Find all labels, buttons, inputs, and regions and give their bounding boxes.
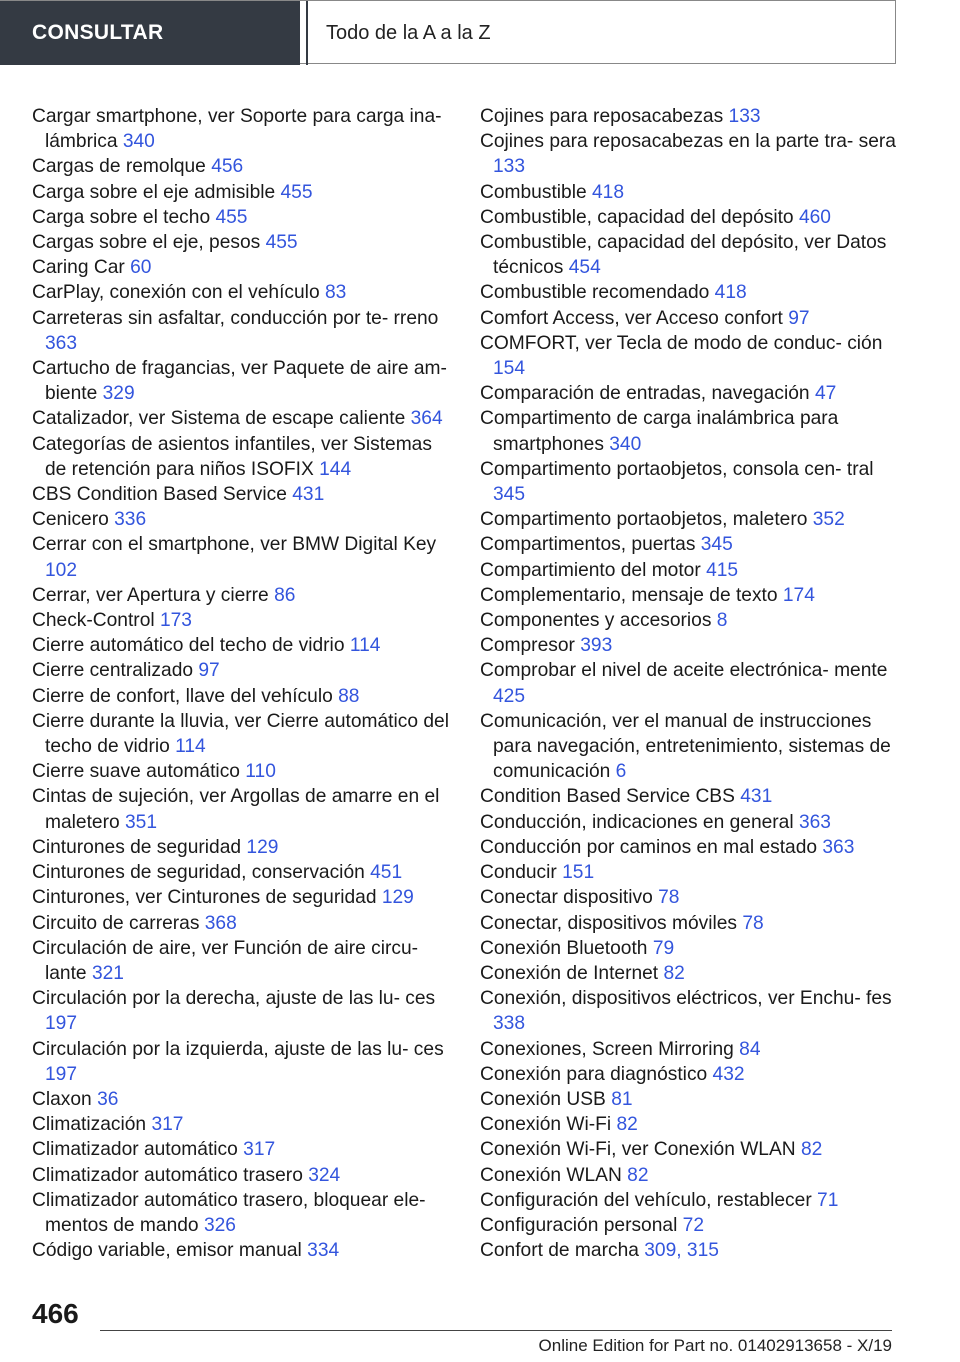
page-reference-link[interactable]: 324 (308, 1164, 341, 1186)
index-entry-term: Compartimento portaobjetos, maletero (480, 509, 813, 531)
index-entry-term: Conexión WLAN (480, 1164, 628, 1186)
index-entry-term: Combustible recomendado (480, 282, 715, 304)
index-entry (32, 104, 452, 154)
page-reference-link[interactable]: 79 (652, 937, 675, 959)
index-entry (32, 482, 452, 507)
index-entry-term: Conexión para diagnóstico (480, 1063, 713, 1085)
index-entry-term: Circuito de carreras (32, 912, 205, 934)
index-entry (480, 1062, 900, 1087)
index-entry-term: Comprobar el nivel de aceite electrónica- mente (480, 660, 888, 682)
index-entry-term: CarPlay, conexión con el vehículo (32, 282, 325, 304)
page-reference-link[interactable]: 110 (245, 761, 276, 783)
index-entry (32, 986, 452, 1036)
index-entry-term: Circulación por la derecha, ajuste de las lu- ces (32, 988, 436, 1010)
index-entry (32, 885, 452, 910)
index-entry-term: Climatizador automático trasero, bloquear ele- mentos de mando (32, 1189, 426, 1236)
index-entry (32, 154, 452, 179)
index-entry-term: Configuración del vehículo, restablecer (480, 1189, 818, 1211)
index-entry (32, 633, 452, 658)
index-entry (480, 1163, 900, 1188)
index-entry-term: COMFORT, ver Tecla de modo de conduc- ción (480, 332, 883, 354)
page-reference-link[interactable]: 418 (591, 181, 624, 203)
page-reference-link[interactable]: 309, 315 (644, 1240, 719, 1262)
index-entry-term: Carga sobre el techo (32, 206, 216, 228)
index-entry-term: Cierre durante la lluvia, ver Cierre automático del techo de vidrio (32, 710, 449, 758)
page-reference-link[interactable]: 329 (102, 383, 135, 405)
index-entry-term: Conexiones, Screen Mirroring (480, 1038, 740, 1060)
index-entry (32, 1188, 452, 1238)
index-entry (32, 230, 452, 255)
index-entry-term: Conexión Bluetooth (480, 937, 653, 959)
index-entry-term: Cenicero (32, 509, 115, 531)
index-entry-term: Cargas de remolque (32, 156, 212, 178)
index-entry-term: Cerrar, ver Apertura y cierre (32, 584, 275, 606)
index-entry (480, 709, 900, 785)
page-reference-link[interactable]: 173 (159, 610, 192, 632)
page-number: 466 (32, 1298, 79, 1329)
page-reference-link[interactable]: 326 (203, 1214, 236, 1236)
index-entry-term: Carreteras sin asfaltar, conducción por te- rreno (32, 307, 439, 329)
index-entry (32, 280, 452, 305)
index-entry-term: Comfort Access, ver Acceso confort (480, 307, 789, 329)
index-entry (480, 1037, 900, 1062)
index-entry-term: Catalizador, ver Sistema de escape caliente (32, 408, 411, 430)
index-entry (32, 1112, 452, 1137)
page-reference-link[interactable]: 345 (493, 484, 526, 506)
index-entry (32, 432, 452, 482)
index-entry (32, 1137, 452, 1162)
index-entry-term: Compresor (480, 635, 581, 657)
index-entry-term: Complementario, mensaje de texto (480, 584, 783, 606)
index-entry-term: Comunicación, ver el manual de instrucciones para navegación, entretenimiento, sistemas de comunicación (480, 710, 891, 783)
index-entry-term: Conducción por caminos en mal estado (480, 836, 823, 858)
index-entry (480, 810, 900, 835)
index-entry (480, 608, 900, 633)
index-entry-term: Categorías de asientos infantiles, ver Sistemas de retención para niños ISOFIX (32, 433, 432, 480)
index-entry-term: Conducir (480, 862, 563, 884)
page-reference-link[interactable]: 8 (716, 610, 728, 632)
page-reference-link[interactable]: 36 (97, 1088, 119, 1110)
index-entry-term: Cojines para reposacabezas en la parte tra- sera (480, 131, 896, 153)
index-entry (32, 911, 452, 936)
page-reference-link[interactable]: 363 (822, 836, 855, 858)
index-column-right (480, 104, 900, 1263)
page-reference-link[interactable]: 47 (814, 383, 837, 405)
page-reference-link[interactable]: 317 (243, 1139, 276, 1161)
header-divider (306, 1, 308, 65)
page-reference-link[interactable]: 133 (728, 106, 761, 127)
index-entry (480, 860, 900, 885)
page-reference-link[interactable]: 129 (246, 836, 279, 858)
index-entry (32, 1163, 452, 1188)
page-reference-link[interactable]: 82 (800, 1139, 823, 1161)
index-entry-term: Claxon (32, 1088, 98, 1110)
index-entry-term: Cinturones, ver Cinturones de seguridad (32, 887, 382, 909)
index-entry (32, 507, 452, 532)
index-entry-term: Conducción, indicaciones en general (480, 811, 799, 833)
index-entry (32, 583, 452, 608)
index-entry-term: Cargas sobre el eje, pesos (32, 232, 266, 254)
page-reference-link[interactable]: 432 (712, 1063, 745, 1085)
page-reference-link[interactable]: 352 (812, 509, 845, 531)
page-reference-link[interactable]: 174 (782, 584, 815, 606)
index-entry-term: Confort de marcha (480, 1240, 645, 1262)
page-reference-link[interactable]: 368 (204, 912, 237, 934)
page-reference-link[interactable]: 86 (274, 584, 296, 606)
index-entry (32, 1238, 452, 1263)
index-entry-term: Conexión USB (480, 1088, 612, 1110)
index-entry-term: Comparación de entradas, navegación (480, 383, 815, 405)
index-entry-term: Climatizador automático (32, 1139, 244, 1161)
index-entry (480, 331, 900, 381)
index-entry (480, 180, 900, 205)
index-entry-term: Conectar dispositivo (480, 887, 659, 909)
index-entry (480, 1188, 900, 1213)
page-reference-link[interactable]: 82 (663, 962, 685, 984)
page-reference-link[interactable]: 197 (45, 1063, 78, 1085)
index-entry-term: Cinturones de seguridad, conservación (32, 862, 371, 884)
index-entry (32, 1087, 452, 1112)
index-entry (480, 457, 900, 507)
page-reference-link[interactable]: 114 (349, 635, 381, 657)
page-reference-link[interactable]: 83 (324, 282, 347, 304)
index-entry (480, 583, 900, 608)
index-entry-term: Cierre centralizado (32, 660, 199, 682)
index-entry-term: Conexión de Internet (480, 962, 664, 984)
index-entry (480, 205, 900, 230)
page-reference-link[interactable]: 317 (151, 1114, 184, 1136)
index-entry (32, 835, 452, 860)
index-entry (480, 1137, 900, 1162)
index-entry (480, 381, 900, 406)
index-entry (32, 356, 452, 406)
header-title: Todo de la A a la Z (326, 22, 491, 44)
index-entry (480, 1112, 900, 1137)
index-entry (480, 658, 900, 708)
index-entry (480, 306, 900, 331)
index-entry (480, 507, 900, 532)
page-reference-link[interactable]: 363 (45, 332, 78, 354)
index-entry-term: Configuración personal (480, 1214, 683, 1236)
page-reference-link[interactable]: 456 (211, 156, 244, 178)
index-entry (32, 1037, 452, 1087)
page-reference-link[interactable]: 154 (493, 358, 526, 380)
page-header (0, 0, 896, 64)
page-reference-link[interactable]: 363 (798, 811, 831, 833)
edition-footer: Online Edition for Part no. 01402913658 - X/19 (538, 1336, 892, 1355)
index-entry-term: Cierre suave automático (32, 761, 246, 783)
index-entry (32, 306, 452, 356)
page-reference-link[interactable]: 364 (410, 408, 443, 430)
page-reference-link[interactable]: 393 (580, 635, 613, 657)
index-entry (32, 759, 452, 784)
page-reference-link[interactable]: 82 (627, 1164, 649, 1186)
page-reference-link[interactable]: 114 (175, 736, 206, 758)
page-reference-link[interactable]: 455 (215, 206, 248, 228)
index-entry-term: Carga sobre el eje admisible (32, 181, 281, 203)
index-entry-term: Conexión Wi-Fi (480, 1114, 617, 1136)
page-reference-link[interactable]: 334 (307, 1240, 340, 1262)
index-entry-term: Cargar smartphone, ver Soporte para carga ina- lámbrica (32, 106, 442, 153)
page-reference-link[interactable]: 84 (739, 1038, 761, 1060)
page-reference-link[interactable]: 88 (338, 685, 360, 707)
page-reference-link[interactable]: 82 (616, 1114, 638, 1136)
index-column-left (32, 104, 452, 1263)
index-entry (480, 104, 900, 129)
page-reference-link[interactable]: 102 (45, 559, 78, 581)
index-entry-term: Climatización (32, 1114, 152, 1136)
index-entry (32, 936, 452, 986)
index-entry (480, 1238, 900, 1263)
page-reference-link[interactable]: 338 (493, 1013, 526, 1035)
index-entry-term: Conexión Wi-Fi, ver Conexión WLAN (480, 1139, 801, 1161)
index-entry (32, 784, 452, 834)
index-entry (32, 255, 452, 280)
page-reference-link[interactable]: 460 (798, 206, 831, 228)
index-entry (480, 532, 900, 557)
index-entry-term: Combustible, capacidad del depósito, ver Datos técnicos (480, 232, 887, 279)
page-reference-link[interactable]: 431 (292, 484, 325, 506)
index-entry (480, 406, 900, 456)
footer-rule (100, 1330, 892, 1331)
index-entry-term: Cierre de confort, llave del vehículo (32, 685, 339, 707)
index-entry-term: Conexión, dispositivos eléctricos, ver Enchu- fes (480, 988, 892, 1010)
page-reference-link[interactable]: 144 (319, 458, 352, 480)
index-entry (480, 558, 900, 583)
page-reference-link[interactable]: 60 (130, 257, 152, 279)
index-entry-term: Conectar, dispositivos móviles (480, 912, 743, 934)
index-entry (32, 658, 452, 683)
index-entry (32, 532, 452, 582)
page-reference-link[interactable]: 151 (562, 862, 595, 884)
index-entry-term: Combustible (480, 181, 592, 203)
index-entry (480, 986, 900, 1036)
index-entry (32, 406, 452, 431)
index-entry-term: Combustible, capacidad del depósito (480, 206, 799, 228)
page-reference-link[interactable]: 455 (280, 181, 313, 203)
index-entry-term: Compartimento portaobjetos, consola cen- tral (480, 458, 874, 480)
index-entry-term: Compartimento de carga inalámbrica para smartphones (480, 408, 839, 455)
page-reference-link[interactable]: 425 (493, 685, 526, 707)
index-entry (32, 709, 452, 759)
index-entry-term: Cerrar con el smartphone, ver BMW Digital Key (32, 534, 437, 556)
index-entry (32, 684, 452, 709)
index-entry-term: Circulación por la izquierda, ajuste de las lu- ces (32, 1038, 444, 1060)
index-entry (480, 936, 900, 961)
index-entry-term: Climatizador automático trasero (32, 1164, 309, 1186)
index-entry-term: Caring Car (32, 257, 131, 279)
page-reference-link[interactable]: 415 (706, 559, 739, 581)
index-entry (32, 180, 452, 205)
page-reference-link[interactable]: 454 (568, 257, 601, 279)
index-entry (480, 835, 900, 860)
page-reference-link[interactable]: 97 (198, 660, 220, 682)
index-entry (480, 911, 900, 936)
index-entry (480, 230, 900, 280)
page-reference-link[interactable]: 78 (742, 912, 764, 934)
index-entry (480, 633, 900, 658)
page-reference-link[interactable]: 129 (381, 887, 414, 909)
page-reference-link[interactable]: 6 (615, 761, 627, 783)
page-reference-link[interactable]: 71 (817, 1189, 839, 1211)
index-entry-term: Código variable, emisor manual (32, 1240, 308, 1262)
index-entry (480, 1213, 900, 1238)
section-tab[interactable]: CONSULTAR (0, 1, 300, 65)
page-reference-link[interactable]: 197 (45, 1013, 78, 1035)
page-reference-link[interactable]: 321 (91, 962, 124, 984)
index-entry-term: Cojines para reposacabezas (480, 106, 729, 127)
index-entry (32, 608, 452, 633)
index-entry (480, 129, 900, 179)
index-entry-term: Cartucho de fragancias, ver Paquete de aire am- biente (32, 358, 447, 405)
page-reference-link[interactable]: 351 (124, 811, 157, 833)
index-entry (480, 280, 900, 305)
page-reference-link[interactable]: 340 (609, 433, 642, 455)
page-reference-link[interactable]: 431 (740, 786, 773, 808)
index-entry (480, 885, 900, 910)
index-entry-term: Compartimiento del motor (480, 559, 707, 581)
page-reference-link[interactable]: 336 (114, 509, 147, 531)
index-entry (480, 961, 900, 986)
page-reference-link[interactable]: 455 (265, 232, 298, 254)
index-entry-term: Circulación de aire, ver Función de aire circu- lante (32, 937, 419, 984)
page-reference-link[interactable]: 72 (682, 1214, 705, 1236)
page-reference-link[interactable]: 451 (370, 862, 403, 884)
page-reference-link[interactable]: 418 (714, 282, 747, 304)
index-entry-term: Check-Control (32, 610, 160, 632)
index-entry (32, 205, 452, 230)
index-entry (480, 784, 900, 809)
index-entry-term: Condition Based Service CBS (480, 786, 741, 808)
index-entry-term: Cierre automático del techo de vidrio (32, 635, 350, 657)
index-entry-term: Cintas de sujeción, ver Argollas de amarre en el maletero (32, 786, 440, 833)
page-reference-link[interactable]: 345 (700, 534, 733, 556)
index-entry-term: Componentes y accesorios (480, 610, 717, 632)
page-reference-link[interactable]: 81 (611, 1088, 633, 1110)
index-entry (32, 860, 452, 885)
page-reference-link[interactable]: 340 (122, 131, 155, 153)
index-entry (480, 1087, 900, 1112)
index-entry-term: Compartimentos, puertas (480, 534, 701, 556)
page-reference-link[interactable]: 78 (658, 887, 680, 909)
page-reference-link[interactable]: 97 (788, 307, 810, 329)
index-entry-term: CBS Condition Based Service (32, 484, 293, 506)
page-reference-link[interactable]: 133 (493, 156, 526, 178)
index-entry-term: Cinturones de seguridad (32, 836, 247, 858)
